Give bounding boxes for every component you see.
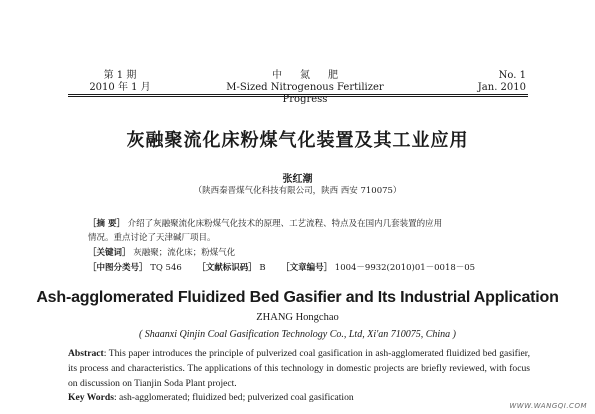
doc-code-label: ［文献标识码］ bbox=[197, 263, 257, 273]
journal-name-zh: 中氮肥 bbox=[272, 70, 356, 81]
classification-row bbox=[88, 262, 518, 274]
journal-name-en: M-Sized Nitrogenous Fertilizer Progress bbox=[226, 82, 384, 105]
abstract-en bbox=[68, 346, 530, 391]
keywords-text-en: : ash-agglomerated; fluidized bed; pulverized coal gasification bbox=[113, 392, 354, 403]
author-en: ZHANG Hongchao bbox=[256, 312, 339, 323]
keywords-en bbox=[68, 392, 354, 403]
clc-label: ［中图分类号］ bbox=[88, 263, 148, 273]
keywords-label-en: Key Words bbox=[68, 392, 114, 403]
header-issue-en bbox=[460, 70, 526, 94]
article-number-value: 1004－9932(2010)01－0018－05 bbox=[334, 263, 476, 273]
header-issue-number-en: No. 1 bbox=[498, 70, 526, 81]
article-title-zh: 灰融聚流化床粉煤气化装置及其工业应用 bbox=[126, 130, 469, 151]
header-issue-zh bbox=[85, 70, 155, 94]
clc-value: TQ 546 bbox=[150, 263, 182, 273]
affiliation-zh: （陕西秦晋煤气化科技有限公司，陕西 西安 710075） bbox=[193, 186, 402, 196]
header-date-zh: 2010 年 1 月 bbox=[89, 82, 151, 93]
doc-code-value: B bbox=[259, 263, 266, 273]
keywords-text-zh: 灰融聚；流化床；粉煤气化 bbox=[133, 248, 236, 258]
keywords-label-zh: ［关键词］ bbox=[88, 248, 131, 258]
author-zh: 张红潮 bbox=[282, 174, 313, 185]
abstract-text-zh-line2: 情况。重点讨论了天津碱厂项目。 bbox=[88, 233, 216, 243]
article-number-label: ［文章编号］ bbox=[281, 263, 333, 273]
article-title-en: Ash-agglomerated Fluidized Bed Gasifier and Its Industrial Application bbox=[36, 289, 559, 306]
header-issue-number-zh: 第 1 期 bbox=[103, 70, 137, 81]
header-rule bbox=[68, 94, 528, 95]
abstract-zh-continued bbox=[88, 232, 518, 244]
watermark: WWW.WANGQI.COM bbox=[509, 402, 587, 410]
affiliation-en: ( Shaanxi Qinjin Coal Gasification Technology Co., Ltd, Xi'an 710075, China ) bbox=[138, 329, 457, 340]
keywords-zh bbox=[88, 247, 518, 259]
abstract-label-zh: ［摘 要］ bbox=[88, 219, 125, 229]
header-journal bbox=[215, 70, 395, 106]
abstract-text-en: : This paper introduces the principle of pulverized coal gasification in ash-agglomerated fluidized bed gasifier, its process and characteristics. The applications of this technology in domestic projects are briefly reviewed, with focus on discussion on Tianjin Soda Plant project. bbox=[68, 348, 530, 389]
abstract-text-zh-line1: 介绍了灰融聚流化床粉煤气化技术的原理、工艺流程、特点及在国内几套装置的应用 bbox=[127, 219, 443, 229]
abstract-label-en: Abstract bbox=[68, 348, 104, 359]
abstract-zh bbox=[88, 218, 518, 230]
header-date-en: Jan. 2010 bbox=[477, 82, 526, 93]
header-rule-double bbox=[68, 96, 528, 97]
